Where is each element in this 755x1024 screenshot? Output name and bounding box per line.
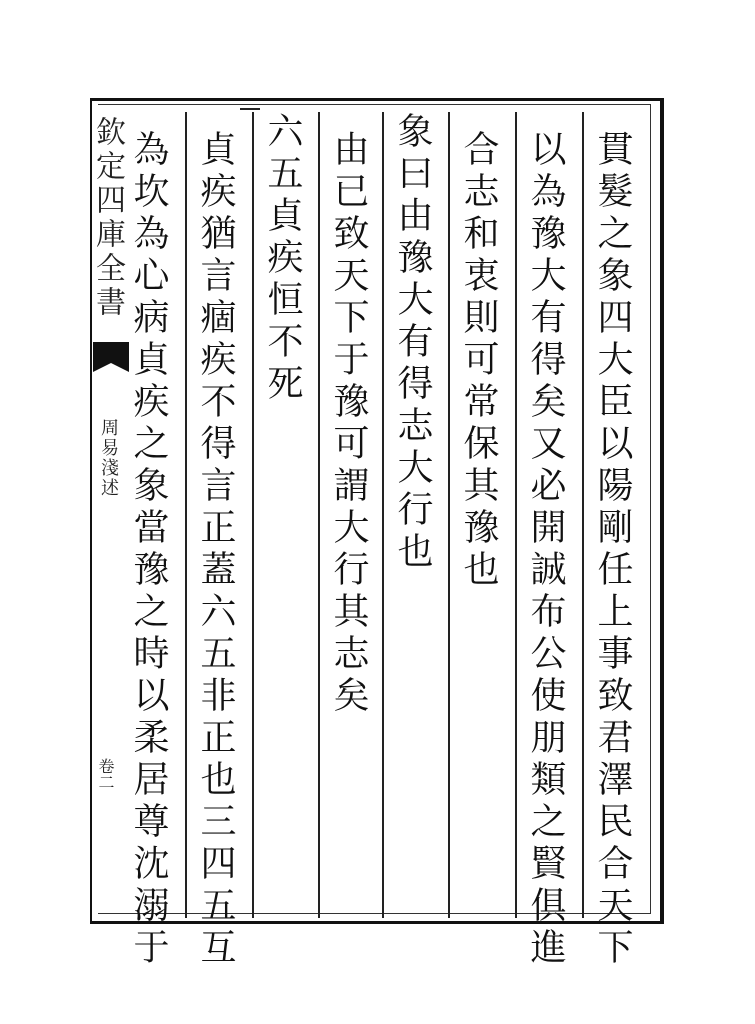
column-rule [448,112,450,918]
text-column-2: 以為豫大有得矣又必開誠布公使朋類之賢俱進 [525,130,566,970]
text-column-6: 六五貞疾恒不死 [262,112,303,406]
column-rule [382,112,384,918]
text-column-7: 貞疾猶言痼疾不得言正蓋六五非正也三四五互 [195,130,236,970]
page-inner-border [98,104,651,914]
text-column-5: 由已致天下于豫可謂大行其志矣 [328,130,369,718]
text-column-3: 合志和衷則可常保其豫也 [458,130,499,592]
book-title: 欽定四庫全書 [90,116,125,320]
column-rule [582,112,584,918]
text-column-1: 貫髮之象四大臣以陽剛任上事致君澤民合天下 [592,130,633,970]
column-rule [515,112,517,918]
column-rule [318,112,320,918]
column-tick [240,108,260,110]
page-number: 卷二 [96,758,115,790]
chapter-title: 周易淺述 [98,418,119,498]
margin-strip [90,98,125,918]
text-column-8: 為坎為心病貞疾之象當豫之時以柔居尊沈溺于 [128,130,169,970]
column-rule [185,112,187,918]
column-rule [252,112,254,918]
text-column-4: 象曰由豫大有得志大行也 [392,112,433,574]
